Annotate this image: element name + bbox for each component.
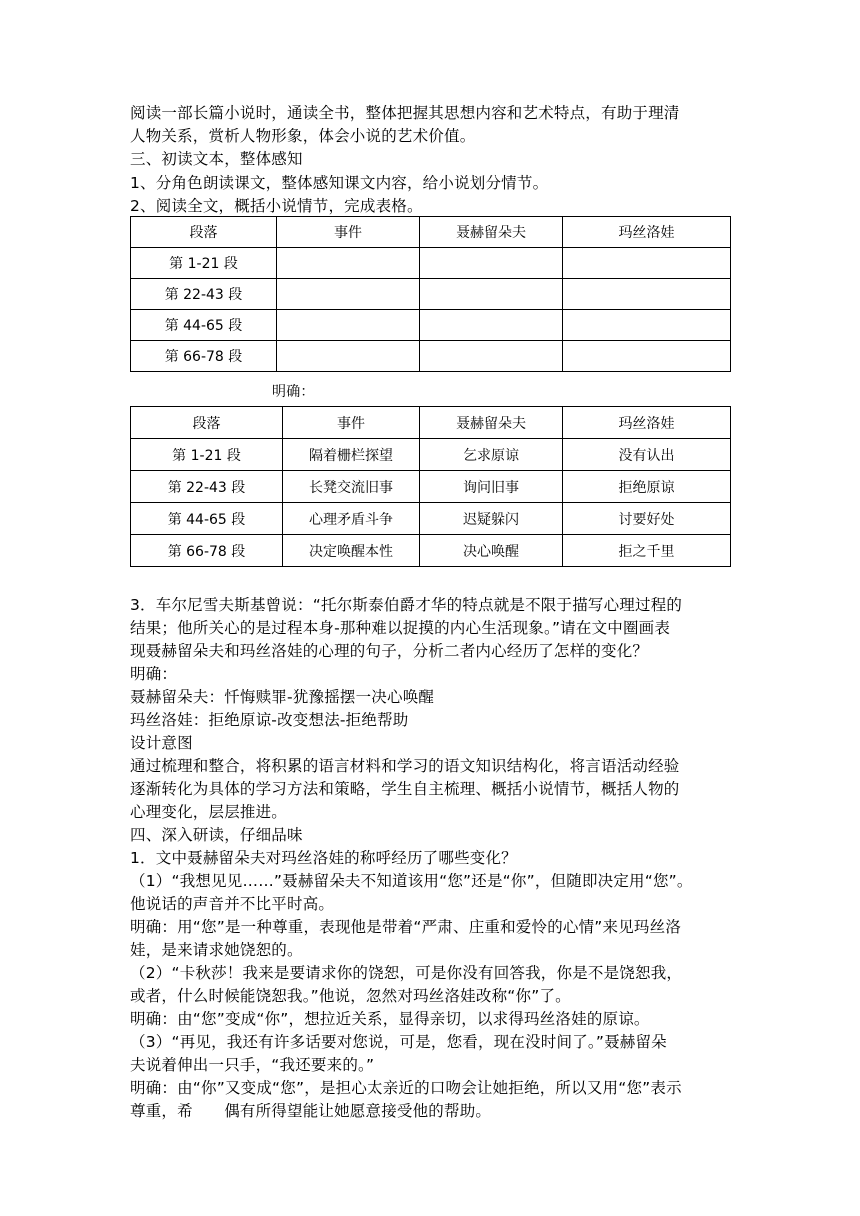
table-row <box>131 310 731 341</box>
table-row <box>131 279 731 310</box>
paragraph-line: （3）“再见，我还有许多话要对您说，可是，您看，现在没时间了。”聂赫留朵 <box>130 1033 667 1051</box>
table-header-row <box>131 217 731 248</box>
paragraph-line: 明确：由“您”变成“你”，想拉近关系，显得亲切，以求得玛丝洛娃的原谅。 <box>130 1010 650 1028</box>
section-heading: 四、深入研读，仔细品味 <box>130 826 303 844</box>
table-cell: 讨要好处 <box>563 503 731 535</box>
table-cell <box>420 279 563 310</box>
table-cell: 第 44-65 段 <box>131 310 277 341</box>
table-cell <box>563 310 731 341</box>
table-row <box>131 341 731 372</box>
paragraph-line: 他说话的声音并不比平时高。 <box>130 895 335 913</box>
table-cell: 第 66-78 段 <box>131 535 283 567</box>
table-cell: 拒绝原谅 <box>563 471 731 503</box>
paragraph-line: 尊重，希 偶有所得望能让她愿意接受他的帮助。 <box>130 1102 492 1120</box>
section-heading: 三、初读文本，整体感知 <box>130 150 303 168</box>
table-row <box>131 248 731 279</box>
table-cell: 长凳交流旧事 <box>283 471 420 503</box>
paragraph-line: 人物关系，赏析人物形象，体会小说的艺术价值。 <box>130 127 476 145</box>
table-cell: 乞求原谅 <box>420 439 563 471</box>
table-cell: 决心唤醒 <box>420 535 563 567</box>
plot-table-blank <box>130 216 731 372</box>
table-header-cell: 事件 <box>277 217 420 248</box>
paragraph-line: 心理变化，层层推进。 <box>130 803 288 821</box>
table-cell: 隔着栅栏探望 <box>283 439 420 471</box>
paragraph-line: 聂赫留朵夫：忏悔赎罪-犹豫摇摆一决心唤醒 <box>130 688 435 706</box>
paragraph-line: 通过梳理和整合，将积累的语言材料和学习的语文知识结构化，将言语活动经验 <box>130 757 680 775</box>
table-cell: 拒之千里 <box>563 535 731 567</box>
table-cell: 询问旧事 <box>420 471 563 503</box>
paragraph-line: 现聂赫留朵夫和玛丝洛娃的心理的句子，分析二者内心经历了怎样的变化？ <box>130 642 649 660</box>
table-header-cell: 玛丝洛娃 <box>563 217 731 248</box>
table-header-row <box>131 407 731 439</box>
table-cell <box>420 310 563 341</box>
table-cell <box>563 248 731 279</box>
paragraph-line: 1、分角色朗读课文，整体感知课文内容，给小说划分情节。 <box>130 174 549 192</box>
paragraph-line: 结果；他所关心的是过程本身-那种难以捉摸的内心生活现象。”请在文中圈画表 <box>130 619 671 637</box>
table-cell <box>420 341 563 372</box>
table-cell: 迟疑躲闪 <box>420 503 563 535</box>
table-row <box>131 439 731 471</box>
table-cell: 心理矛盾斗争 <box>283 503 420 535</box>
table-cell: 没有认出 <box>563 439 731 471</box>
table-header-cell: 聂赫留朵夫 <box>420 217 563 248</box>
table-row <box>131 471 731 503</box>
table-cell: 第 66-78 段 <box>131 341 277 372</box>
table-row <box>131 535 731 567</box>
table-cell: 决定唤醒本性 <box>283 535 420 567</box>
table-cell <box>277 279 420 310</box>
paragraph-line: 明确： <box>130 665 178 683</box>
section-heading: 设计意图 <box>130 734 193 752</box>
table-cell: 第 1-21 段 <box>131 439 283 471</box>
table-cell <box>420 248 563 279</box>
paragraph-line: 或者，什么时候能饶恕我。”他说，忽然对玛丝洛娃改称“你”了。 <box>130 987 571 1005</box>
table-cell <box>277 310 420 341</box>
paragraph-line: 逐渐转化为具体的学习方法和策略，学生自主梳理、概括小说情节，概括人物的 <box>130 780 680 798</box>
table-cell: 第 44-65 段 <box>131 503 283 535</box>
paragraph-line: （2）“卡秋莎！我来是要请求你的饶恕，可是你没有回答我，你是不是饶恕我， <box>130 964 683 982</box>
table-header-cell: 玛丝洛娃 <box>563 407 731 439</box>
paragraph-line: 玛丝洛娃：拒绝原谅-改变想法-拒绝帮助 <box>130 711 409 729</box>
paragraph-line: 娃，是来请求她饶恕的。 <box>130 941 303 959</box>
answer-label: 明确： <box>272 384 315 400</box>
table-header-cell: 段落 <box>131 217 277 248</box>
paragraph-line: 明确：由“你”又变成“您”，是担心太亲近的口吻会让她拒绝，所以又用“您”表示 <box>130 1079 682 1097</box>
paragraph-line: 阅读一部长篇小说时，通读全书，整体把握其思想内容和艺术特点，有助于理清 <box>130 104 680 122</box>
table-header-cell: 聂赫留朵夫 <box>420 407 563 439</box>
table-row <box>131 503 731 535</box>
paragraph-line: （1）“我想见见……”聂赫留朵夫不知道该用“您”还是“你”，但随即决定用“您”。 <box>130 872 693 890</box>
paragraph-line: 明确：用“您”是一种尊重，表现他是带着“严肃、庄重和爱怜的心情”来见玛丝洛 <box>130 918 682 936</box>
table-cell <box>277 341 420 372</box>
plot-table-answer <box>130 406 731 567</box>
paragraph-line: 2、阅读全文，概括小说情节，完成表格。 <box>130 197 423 215</box>
table-cell: 第 22-43 段 <box>131 279 277 310</box>
table-cell: 第 22-43 段 <box>131 471 283 503</box>
table-cell <box>563 279 731 310</box>
paragraph-line: 夫说着伸出一只手，“我还要来的。” <box>130 1056 375 1074</box>
paragraph-line: 1．文中聂赫留朵夫对玛丝洛娃的称呼经历了哪些变化？ <box>130 849 517 867</box>
table-header-cell: 段落 <box>131 407 283 439</box>
table-header-cell: 事件 <box>283 407 420 439</box>
table-cell: 第 1-21 段 <box>131 248 277 279</box>
table-cell <box>277 248 420 279</box>
paragraph-line: 3．车尔尼雪夫斯基曾说：“托尔斯泰伯爵才华的特点就是不限于描写心理过程的 <box>130 596 683 614</box>
table-cell <box>563 341 731 372</box>
